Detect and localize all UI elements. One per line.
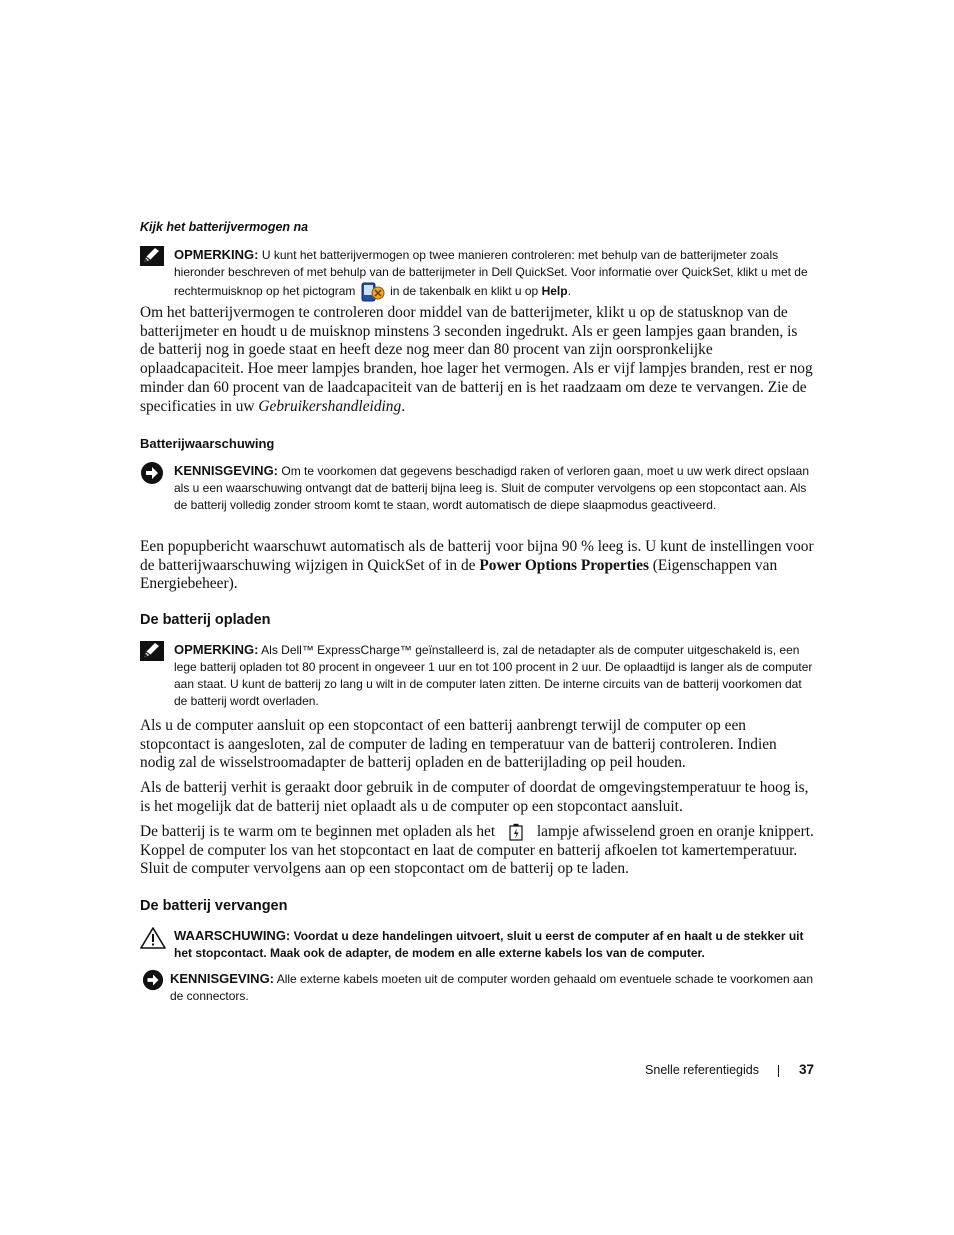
paragraph-end: (Eigenschappen van Energiebeheer). (140, 556, 778, 593)
paragraph-battery-meter (140, 304, 815, 416)
help-menu-text: Help (541, 284, 568, 299)
paragraph-popup-warning (140, 538, 815, 594)
notice-text: Om te voorkomen dat gegevens beschadigd raken of verloren gaan, moet u uw werk direct opslaan als u een waarschuwing ontvangt dat de batterij bijna leeg is. Sluit de computer vervolgens op een stopcontact aan. Als de batterij volledig zonder stroom komt te staan, wordt automatisch de diepe slaapmodus geactiveerd. (174, 464, 809, 512)
paragraph-text: Om het batterijvermogen te controleren door middel van de batterijmeter, klikt u op de statusknop van de batterijmeter en houdt u de muisknop minstens 3 seconden ingedrukt. Als er geen lampjes gaan branden, is de batterij nog in goede staat en heeft deze nog meer dan 80 procent van zijn oorspronkelijke oplaadcapaciteit. Hoe meer lampjes branden, hoe lager het vermogen. Als er vijf lampjes branden, rest er nog minder dan 60 procent van de laadcapaciteit van de batterij en is het raadzaam om deze te vervangen. Zie de specificaties in uw (140, 304, 813, 415)
note-text: Als Dell™ ExpressCharge™ geïnstalleerd is, zal de netadapter als de computer uitgeschakeld is, een lege batterij opladen tot 80 procent in ongeveer 1 uur en tot 100 procent in 2 uur. De oplaadtijd is langer als de computer aan staat. U kunt de batterij zo lang u wilt in de computer laten zitten. De interne circuits van de batterij voorkomen dat de batterij wordt overladen. (174, 643, 813, 708)
power-options-text: Power Options Properties (479, 556, 649, 574)
heading-charge-battery: De batterij opladen (140, 612, 271, 628)
note-label: OPMERKING: (174, 642, 259, 657)
note-text-a: U kunt het batterijvermogen op twee manieren controleren: met behulp van de batterijmeter zoals hieronder beschreven of met behulp van de batterijmeter in Dell QuickSet. Voor informatie over QuickSet, klikt u met de rechtermuisknop op het pictogram (174, 248, 808, 299)
caution-unplug (140, 927, 815, 962)
heading-replace-battery: De batterij vervangen (140, 898, 288, 914)
note-text-c: . (567, 284, 571, 299)
footer-title: Snelle referentiegids (645, 1063, 759, 1077)
pencil-note-icon (140, 246, 164, 266)
heading-battery-warning: Batterijwaarschuwing (140, 436, 275, 451)
notice-label: KENNISGEVING: (174, 463, 279, 478)
paragraph-charging: Als u de computer aansluit op een stopcontact of een batterij aanbrengt terwijl de computer op een stopcontact is aangesloten, zal de computer de lading en temperatuur van de batterij controleren. Indien nodig zal de wisselstroomadapter de batterij opladen en de batterijlading op peil houden. (140, 717, 777, 772)
paragraph-overheat: Als de batterij verhit is geraakt door gebruik in de computer of doordat de omgevingstemperatuur te hoog is, is het mogelijk dat de batterij niet oplaadt als u de computer op een stopcontact aansluit. (140, 779, 809, 815)
note-quickset (140, 246, 815, 303)
page-footer (0, 1062, 814, 1077)
warning-triangle-icon (140, 927, 166, 949)
page-number: 37 (798, 1062, 814, 1077)
paragraph-text: Een popupbericht waarschuwt automatisch als de batterij voor bijna 90 % leeg is. U kunt de instellingen voor de batterijwaarschuwing wijzigen in QuickSet of in de (140, 538, 814, 574)
notice-label: KENNISGEVING: (170, 971, 275, 986)
paragraph-end: lampje afwisselend groen en oranje knippert. Koppel de computer los van het stopcontact en laat de computer en batterij afkoelen tot kamertemperatuur. Sluit de computer vervolgens aan op een stopcontact om de batterij op te laden. (140, 823, 814, 878)
quickset-icon (361, 281, 385, 303)
note-label: OPMERKING: (174, 247, 259, 262)
notice-cables (140, 970, 815, 1005)
caution-text: Voordat u deze handelingen uitvoert, sluit u eerst de computer af en haalt u de stekker uit het stopcontact. Maak ook de adapter, de modem en alle externe kabels los van de computer. (174, 929, 804, 960)
notice-arrow-icon (140, 461, 164, 485)
caution-label: WAARSCHUWING: (174, 928, 291, 943)
user-guide-title: Gebruikershandleiding (258, 397, 402, 415)
battery-status-icon (509, 823, 523, 841)
notice-arrow-icon (142, 969, 164, 991)
note-text-b: in de takenbalk en klikt u op (390, 284, 539, 299)
notice-text: Alle externe kabels moeten uit de computer worden gehaald om eventuele schade te voorkomen aan de connectors. (170, 972, 814, 1003)
footer-separator (778, 1065, 779, 1077)
note-expresscharge (140, 641, 815, 710)
notice-data-loss (140, 462, 815, 514)
paragraph-too-warm (140, 823, 815, 879)
heading-check-battery: Kijk het batterijvermogen na (140, 220, 309, 234)
paragraph-end: . (401, 397, 406, 415)
paragraph-text: De batterij is te warm om te beginnen met opladen als het (140, 823, 496, 840)
pencil-note-icon (140, 641, 164, 661)
